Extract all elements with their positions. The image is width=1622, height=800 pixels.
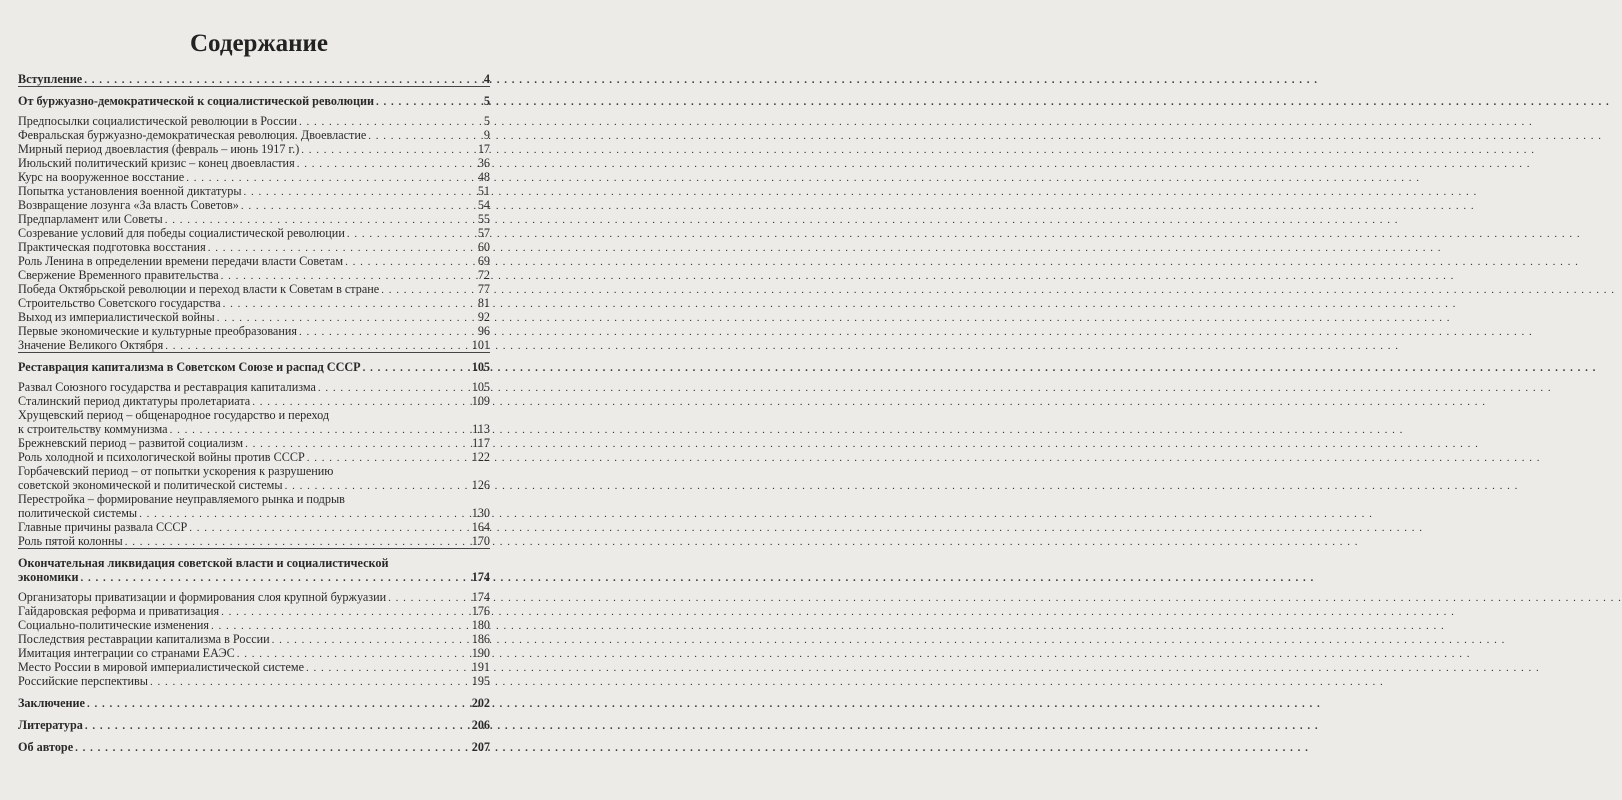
- toc-entry-title: Роль холодной и психологической войны против СССР: [18, 450, 305, 464]
- dot-leader: [84, 73, 482, 87]
- toc-page-number: 207: [471, 740, 490, 754]
- toc-entry-title: политической системы: [18, 506, 138, 520]
- toc-entry: [18, 674, 490, 689]
- dot-leader: [87, 697, 470, 711]
- dot-leader: [297, 157, 476, 171]
- toc-entry-title: Роль пятой колонны: [18, 534, 123, 548]
- toc-page-number: 113: [472, 422, 490, 436]
- dot-leader: [252, 395, 470, 409]
- toc-page-number: 9: [483, 128, 490, 142]
- toc-entry: [18, 226, 490, 241]
- toc-entry-title: Мирный период двоевластия (февраль – июнь 1917 г.): [18, 142, 300, 156]
- toc-entry-title: Сталинский период диктатуры пролетариата: [18, 394, 251, 408]
- toc-entry: [18, 660, 490, 675]
- toc-page-number: 77: [477, 282, 490, 296]
- toc-entry: [18, 422, 490, 437]
- dot-leader: [306, 661, 470, 675]
- toc-entry: [18, 212, 490, 227]
- toc-entry-title: советской экономической и политической системы: [18, 478, 283, 492]
- toc-entry: [18, 506, 490, 521]
- toc-page-number: 174: [471, 570, 490, 584]
- dot-leader: [388, 591, 470, 605]
- toc-entry: [18, 142, 490, 157]
- toc-entry-title: Главные причины развала СССР: [18, 520, 188, 534]
- toc-section-entry: [18, 570, 490, 585]
- toc-entry-title: Российские перспективы: [18, 674, 148, 688]
- toc-section-entry: [18, 718, 490, 733]
- toc-entry: [18, 198, 490, 213]
- toc-page: [0, 0, 518, 800]
- toc-page-number: 5: [483, 114, 490, 128]
- toc-entry-title: Организаторы приватизации и формирования слоя крупной буржуазии: [18, 590, 387, 604]
- toc-section-entry: [18, 94, 490, 109]
- dot-leader: [307, 451, 470, 465]
- toc-entry: [18, 282, 490, 297]
- toc-entry: [18, 394, 490, 409]
- toc-page-number: 117: [472, 436, 490, 450]
- toc-page-number: 5: [483, 94, 490, 108]
- toc-entry: [18, 184, 490, 199]
- toc-page-number: 72: [477, 268, 490, 282]
- toc-entry-title: Заключение: [18, 696, 85, 710]
- toc-entry-title: Об авторе: [18, 740, 74, 754]
- toc-entry-title: Брежневский период – развитой социализм: [18, 436, 244, 450]
- toc-section-entry: [18, 696, 490, 711]
- toc-entry: [18, 156, 490, 171]
- dot-leader: [85, 719, 470, 733]
- toc-entry: [18, 450, 490, 465]
- toc-page-number: 51: [477, 184, 490, 198]
- toc-entry-title: Социально-политические изменения: [18, 618, 210, 632]
- toc-page-number: 81: [477, 296, 490, 310]
- toc-page-number: 174: [471, 590, 490, 604]
- toc-entry-title: экономики: [18, 570, 79, 584]
- toc-entry: [18, 632, 490, 647]
- toc-entry-text: Горбачевский период – от попытки ускорения к разрушению: [18, 464, 334, 478]
- toc-page-number: 130: [471, 506, 490, 520]
- dot-leader: [376, 95, 482, 109]
- dot-leader: [363, 361, 470, 375]
- toc-section-entry: [18, 740, 490, 755]
- dot-leader: [170, 423, 471, 437]
- toc-page-number: 48: [477, 170, 490, 184]
- toc-entry: [18, 604, 490, 619]
- toc-entry: [18, 338, 490, 353]
- toc-page-number: 126: [471, 478, 490, 492]
- toc-entry-title: Июльский политический кризис – конец двоевластия: [18, 156, 295, 170]
- toc-page-number: 36: [477, 156, 490, 170]
- toc-page-number: 164: [471, 520, 490, 534]
- toc-entry-title: Победа Октябрьской революции и переход власти к Советам в стране: [18, 282, 380, 296]
- dot-leader: [221, 605, 470, 619]
- toc-page-number: 60: [477, 240, 490, 254]
- dot-leader: [237, 647, 470, 661]
- toc-entry-title: Первые экономические и культурные преобразования: [18, 324, 297, 338]
- toc-entry: [18, 170, 490, 185]
- toc-entry-title: Развал Союзного государства и реставрация капитализма: [18, 380, 316, 394]
- toc-page-number: 17: [477, 142, 490, 156]
- dot-leader: [80, 571, 469, 585]
- toc-page-number: 109: [471, 394, 490, 408]
- dot-leader: [318, 381, 470, 395]
- toc-entry-title: к строительству коммунизма: [18, 422, 168, 436]
- toc-entry: [18, 590, 490, 605]
- dot-leader: [139, 507, 470, 521]
- toc-entry: [18, 240, 490, 255]
- toc-page-number: 186: [471, 632, 490, 646]
- toc-page-number: 105: [471, 380, 490, 394]
- toc-page-number: 105: [471, 360, 490, 374]
- dot-leader: [285, 479, 470, 493]
- toc-entry: [18, 310, 490, 325]
- toc-entry-title: Выход из империалистической войны: [18, 310, 215, 324]
- toc-entry-title: Имитация интеграции со странами ЕАЭС: [18, 646, 235, 660]
- toc-entry: [18, 478, 490, 493]
- toc-page-number: 101: [471, 338, 490, 352]
- toc-entry: [18, 534, 490, 549]
- toc-page-number: 54: [477, 198, 490, 212]
- toc-entry-text: Окончательная ликвидация советской власти и социалистической: [18, 556, 389, 570]
- toc-entry-title: Гайдаровская реформа и приватизация: [18, 604, 220, 618]
- toc-entry-title: Предпарламент или Советы: [18, 212, 163, 226]
- toc-entry-title: Последствия реставрации капитализма в России: [18, 632, 270, 646]
- dot-leader: [368, 129, 482, 143]
- dot-leader: [221, 269, 476, 283]
- dot-leader: [189, 521, 469, 535]
- toc-entry-text: Хрущевский период – общенародное государство и переход: [18, 408, 330, 422]
- toc-entry-title: Вступление: [18, 72, 83, 86]
- toc-entry-title: Строительство Советского государства: [18, 296, 221, 310]
- dot-leader: [125, 535, 470, 549]
- toc-entry: [18, 296, 490, 311]
- toc-page-number: 92: [477, 310, 490, 324]
- toc-entry: [18, 128, 490, 143]
- dot-leader: [299, 325, 476, 339]
- toc-entry-title: Роль Ленина в определении времени передачи власти Советам: [18, 254, 344, 268]
- toc-entry-title: Значение Великого Октября: [18, 338, 164, 352]
- toc-entry-title: Курс на вооруженное восстание: [18, 170, 185, 184]
- toc-section-entry: [18, 72, 490, 87]
- dot-leader: [347, 227, 476, 241]
- toc-page-number: 57: [477, 226, 490, 240]
- toc-entry: [18, 380, 490, 395]
- dot-leader: [345, 255, 476, 269]
- dot-leader: [301, 143, 476, 157]
- toc-page-number: 195: [471, 674, 490, 688]
- dot-leader: [217, 311, 476, 325]
- toc-page-number: 96: [477, 324, 490, 338]
- toc-entry-title: Свержение Временного правительства: [18, 268, 219, 282]
- toc-entry-title: Практическая подготовка восстания: [18, 240, 206, 254]
- toc-entry: [18, 436, 490, 451]
- toc-entry-title: Литература: [18, 718, 83, 732]
- toc-page-number: 202: [471, 696, 490, 710]
- dot-leader: [186, 171, 476, 185]
- dot-leader: [208, 241, 476, 255]
- dot-leader: [75, 741, 470, 755]
- dot-leader: [244, 185, 476, 199]
- toc-page-number: 55: [477, 212, 490, 226]
- toc-entry: [18, 618, 490, 633]
- toc-page-number: 69: [477, 254, 490, 268]
- toc-entry: [18, 646, 490, 661]
- dot-leader: [150, 675, 470, 689]
- toc-entry-title: Февральская буржуазно-демократическая революция. Двоевластие: [18, 128, 367, 142]
- toc-entry-title: Место России в мировой империалистической системе: [18, 660, 305, 674]
- toc-entry: [18, 254, 490, 269]
- toc-entry-title: Созревание условий для победы социалистической революции: [18, 226, 345, 240]
- dot-leader: [245, 437, 470, 451]
- table-of-contents: [0, 0, 518, 800]
- toc-entry-text: Перестройка – формирование неуправляемого рынка и подрыв: [18, 492, 345, 506]
- dot-leader: [272, 633, 470, 647]
- toc-page-number: 4: [483, 72, 490, 86]
- toc-entry-title: Реставрация капитализма в Советском Союзе и распад СССР: [18, 360, 361, 374]
- toc-page-number: 122: [471, 450, 490, 464]
- toc-entry-title: Возвращение лозунга «За власть Советов»: [18, 198, 239, 212]
- dot-leader: [211, 619, 470, 633]
- toc-entry-title: От буржуазно-демократической к социалистической революции: [18, 94, 375, 108]
- page-title: Содержание: [189, 30, 328, 57]
- toc-page-number: 190: [471, 646, 490, 660]
- toc-entry: [18, 268, 490, 283]
- toc-page-number: 170: [471, 534, 490, 548]
- toc-page-number: 206: [471, 718, 490, 732]
- dot-leader: [165, 339, 470, 353]
- toc-section-entry: [18, 360, 490, 375]
- toc-entry: [18, 324, 490, 339]
- toc-entry: [18, 114, 490, 129]
- toc-page-number: 176: [471, 604, 490, 618]
- toc-entry-title: Попытка установления военной диктатуры: [18, 184, 242, 198]
- dot-leader: [241, 199, 476, 213]
- dot-leader: [299, 115, 482, 129]
- dot-leader: [223, 297, 476, 311]
- toc-page-number: 191: [471, 660, 490, 674]
- toc-entry: [18, 520, 490, 535]
- toc-page-number: 180: [471, 618, 490, 632]
- toc-entry-title: Предпосылки социалистической революции в России: [18, 114, 298, 128]
- dot-leader: [381, 283, 476, 297]
- dot-leader: [165, 213, 476, 227]
